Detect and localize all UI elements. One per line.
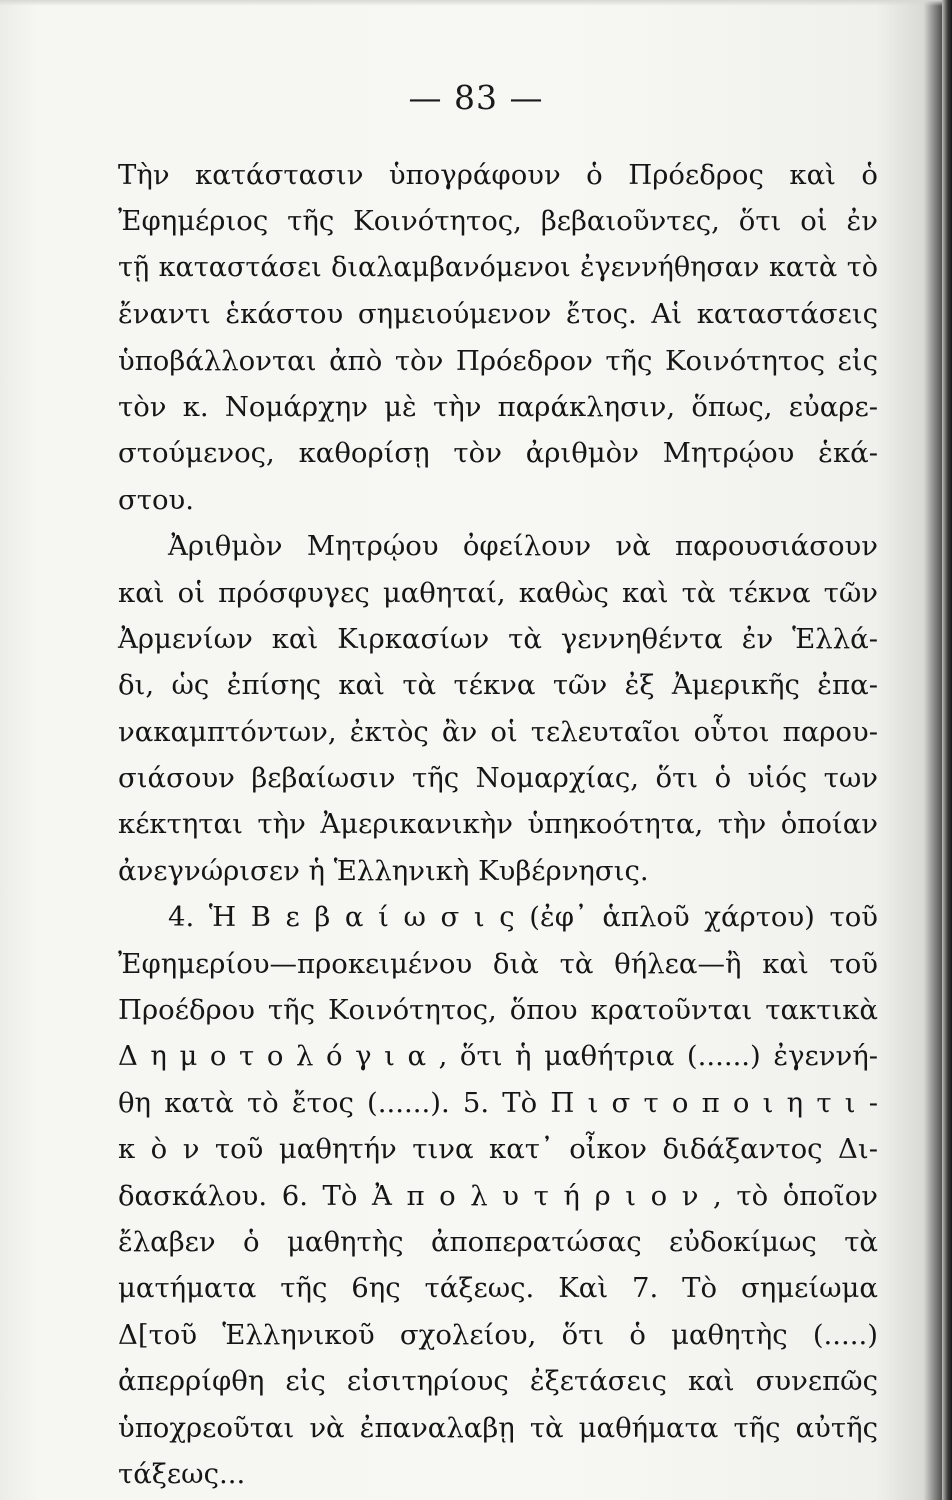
page-number: — 83 —: [408, 78, 544, 117]
text-line: Τὴν κατάστασιν ὑπογράφουν ὁ Πρόεδρος καὶ ὁ: [118, 159, 878, 191]
text-line: ἀπερρίφθη εἰς εἰσιτηρίους ἐξετάσεις καὶ συνεπῶς: [118, 1365, 878, 1398]
text-line: σιάσουν βεβαίωσιν τῆς Νομαρχίας, ὅτι ὁ υἱός των: [118, 762, 878, 795]
text-line: ἔλαβεν ὁ μαθητὴς ἀποπερατώσας εὐδοκίμως τὰ: [118, 1225, 878, 1258]
text-line: Ἐφημέριος τῆς Κοινότητος, βεβαιοῦντες, ὅτι οἱ ἐν: [118, 205, 878, 238]
text-line: δασκάλου. 6. Τὸ Ἀ π ο λ υ τ ή ρ ι ο ν , τὸ ὁποῖον: [118, 1179, 878, 1212]
text-line: καὶ οἱ πρόσφυγες μαθηταί, καθὼς καὶ τὰ τέκνα τῶν: [118, 576, 878, 609]
text-line: τὸν κ. Νομάρχην μὲ τὴν παράκλησιν, ὅπως, εὐαρε-: [118, 390, 878, 423]
text-line: ὑποχρεοῦται νὰ ἐπαναλαβῃ τὰ μαθήματα τῆς αὐτῆς: [118, 1411, 878, 1444]
text-line: στου.: [118, 483, 195, 516]
text-line: Ἐφημερίου—προκειμένου διὰ τὰ θήλεα—ἢ καὶ τοῦ: [118, 947, 878, 980]
text-line: ἔναντι ἑκάστου σημειούμενον ἔτος. Αἱ καταστάσεις: [118, 298, 878, 331]
text-line: θη κατὰ τὸ ἔτος (......). 5. Τὸ Π ι σ τ ο π ο ι η τ ι -: [118, 1086, 878, 1119]
text-line: κέκτηται τὴν Ἀμερικανικὴν ὑπηκοότητα, τὴν ὁποίαν: [118, 808, 878, 841]
page-binding-shadow: [942, 0, 952, 1500]
text-line: Ἀριθμὸν Μητρῴου ὀφείλουν νὰ παρουσιάσουν: [168, 530, 878, 563]
text-line: ματήματα τῆς 6ης τάξεως. Καὶ 7. Τὸ σημείωμα: [118, 1272, 878, 1305]
text-line: Δ[τοῦ Ἑλληνικοῦ σχολείου, ὅτι ὁ μαθητὴς (.....): [118, 1318, 878, 1351]
text-line: ὑποβάλλονται ἀπὸ τὸν Πρόεδρον τῆς Κοινότητος εἰς: [118, 344, 878, 377]
text-line: δι, ὡς ἐπίσης καὶ τὰ τέκνα τῶν ἐξ Ἀμερικῆς ἐπα-: [118, 669, 878, 702]
text-line: 4. Ἡ Β ε β α ί ω σ ι ς (ἐφ᾽ ἁπλοῦ χάρτου) τοῦ: [168, 901, 878, 934]
text-line: τῇ καταστάσει διαλαμβανόμενοι ἐγεννήθησαν κατὰ τὸ: [118, 251, 878, 283]
text-line: ἀνεγνώρισεν ἡ Ἑλληνικὴ Κυβέρνησις.: [118, 854, 649, 887]
text-line: Ἀρμενίων καὶ Κιρκασίων τὰ γεννηθέντα ἐν Ἑλλά-: [118, 622, 878, 655]
text-line: τάξεως...: [118, 1457, 246, 1490]
text-line: Προέδρου τῆς Κοινότητος, ὅπου κρατοῦνται τακτικὰ: [118, 994, 878, 1027]
text-line: κ ὸ ν τοῦ μαθητήν τινα κατ᾽ οἶκον διδάξαντος Δι-: [118, 1133, 878, 1166]
text-line: νακαμπτόντων, ἐκτὸς ἂν οἱ τελευταῖοι οὗτοι παρου-: [118, 715, 878, 748]
body-text: [118, 152, 878, 1497]
page-top-edge: [0, 0, 952, 6]
text-line: Δ η μ ο τ ο λ ό γ ι α , ὅτι ἡ μαθήτρια (......) ἐγεννή-: [118, 1040, 878, 1073]
text-line: στούμενος, καθορίσῃ τὸν ἀριθμὸν Μητρῴου ἑκά-: [118, 437, 878, 470]
